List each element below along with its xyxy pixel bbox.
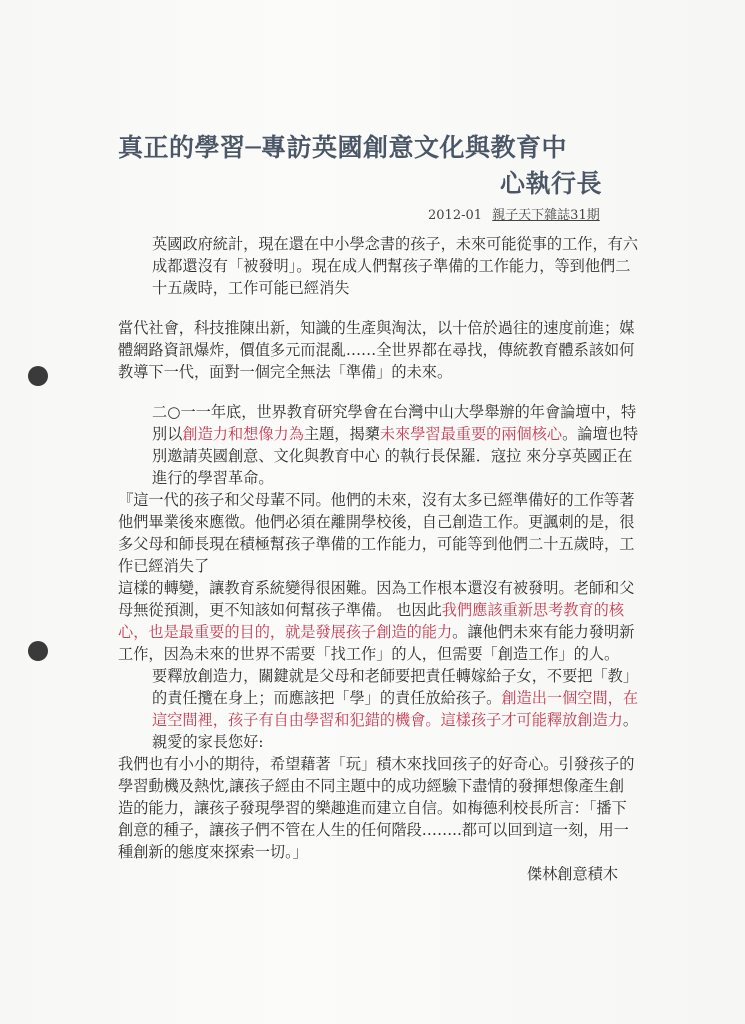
article-body xyxy=(118,233,638,885)
magazine-name: 親子天下雜誌31期 xyxy=(492,208,600,223)
paragraph-1: 英國政府統計，現在還在中小學念書的孩子，未來可能從事的工作，有六成都還沒有「被發明」。現在成人們幫孩子準備的工作能力，等到他們二十五歲時，工作可能已經消失 xyxy=(152,235,638,297)
title-line-2: 心執行長 xyxy=(500,169,603,198)
paragraph-4: 『這一代的孩子和父母輩不同。他們的未來，沒有太多已經準備好的工作等著他們畢業後來應徵。他們必須在離開學校後，自己創造工作。更諷刺的是，很多父母和師長現在積極幫孩子準備的工作能力，可能等到他們二十五歲時，工作已經消失了 xyxy=(118,491,635,575)
greeting: 親愛的家長您好: xyxy=(152,733,264,751)
paragraph-5-text: 。讓他們未來有能力發明新工作，因為未來的世界不需要「找工作」的人，但需要「創造工作」的人。 xyxy=(118,623,635,663)
paragraph-3-text: 二○一一年底，世界教育研究學會在台灣中山大學舉辦的年會論壇中，特別以 xyxy=(152,403,637,443)
article-title xyxy=(118,130,618,202)
paragraph-2: 當代社會，科技推陳出新，知識的生產與淘汰，以十倍於過往的速度前進；媒體網路資訊爆炸，價值多元而混亂……全世界都在尋找，傳統教育體系該如何教導下一代，面對一個完全無法「準備」的未來。 xyxy=(118,319,635,381)
paragraph-7: 我們也有小小的期待，希望藉著「玩」積木來找回孩子的好奇心。引發孩子的學習動機及熱忱,讓孩子經由不同主題中的成功經驗下盡情的發揮想像產生創造的能力，讓孩子發現學習的樂趣進而建立自信。如梅德利校長所言：「播下創意的種子，讓孩子們不管在人生的任何階段……..都可以回到這一刻，用一種創新的態度來探索一切。」 xyxy=(118,755,635,861)
article-source xyxy=(428,204,600,223)
paragraph-5-text: 這樣的轉變，讓教育系統變得很困難。因為工作根本還沒有被發明。老師和父母無從預測，更不知該如何幫孩子準備。 也因此 xyxy=(118,579,635,619)
paragraph-6-text: 要釋放創造力，關鍵就是父母和老師要把責任轉嫁給子女，不要把「教」的責任攬在身上；而應該把「學」的責任放給孩子。 xyxy=(152,667,638,707)
signature: 傑林創意積木 xyxy=(526,865,618,883)
paragraph-6-text: 。 xyxy=(622,711,638,729)
paragraph-3 xyxy=(118,401,638,489)
paragraph-5 xyxy=(118,577,638,665)
highlight-text: 我們應該重新思考教育的核心，也是最重要的目的，就是發展孩子創造的能力 xyxy=(118,601,625,641)
punch-hole xyxy=(28,641,48,661)
punch-hole xyxy=(28,366,48,386)
highlight-text: 未來學習最重要的兩個核心 xyxy=(379,425,563,443)
highlight-text: 創造力和想像力為 xyxy=(182,425,304,443)
title-line-1: 真正的學習─專訪英國創意文化與教育中 xyxy=(118,133,568,162)
article-date: 2012-01 xyxy=(428,208,483,223)
paragraph-6 xyxy=(118,665,638,731)
paragraph-3-text: 主題，揭櫫 xyxy=(303,425,380,443)
highlight-text: 創造出一個空間，在這空間裡，孩子有自由學習和犯錯的機會。這樣孩子才可能釋放創造力 xyxy=(152,689,638,729)
paragraph-3-text: 。論壇也特別邀請英國創意、文化與教育中心 的執行長保羅．寇拉 來分享英國正在進行的學習革命。 xyxy=(152,425,638,487)
